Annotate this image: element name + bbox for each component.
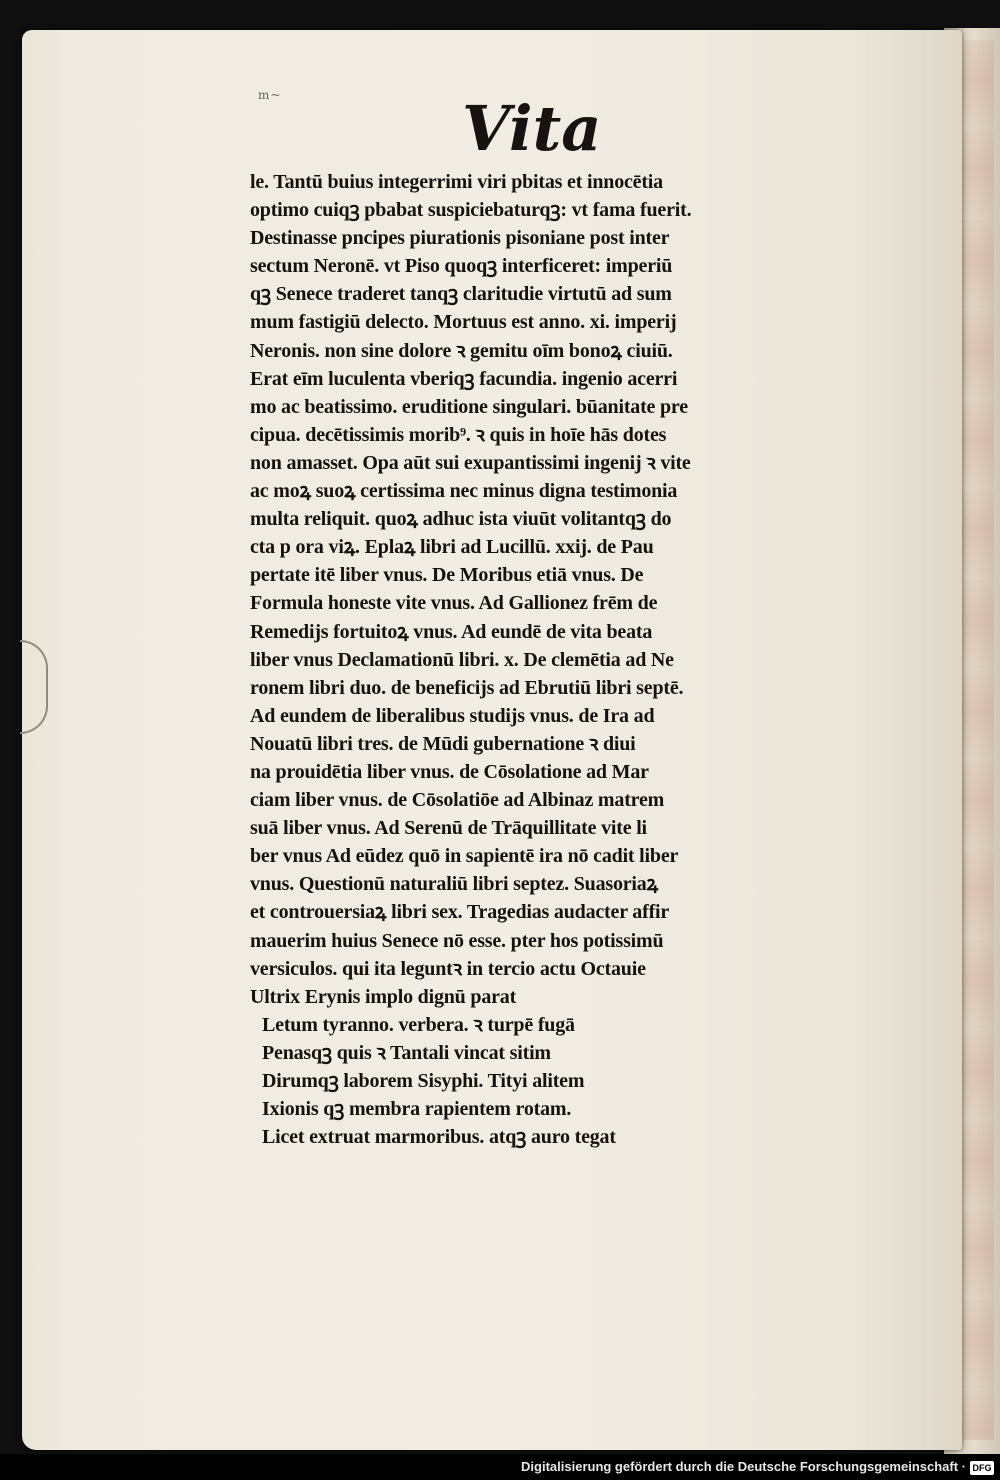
text-line: Destinasse pncipes piurationis pisoniane post inter [250,227,670,250]
text-line: versiculos. qui ita leguntꝛ in tercio actu Octauie [250,957,646,980]
verse-line: Ixionis qꝫ membra rapientem rotam. [262,1098,572,1121]
text-line: cta p ora viꝝ. Eplaꝝ libri ad Lucillū. xxij. de Pau [250,536,654,559]
verse-line: Letum tyranno. verbera. ꝛ turpē fugā [262,1013,575,1036]
text-line: na prouidētia liber vnus. de Cōsolatione ad Mar [250,760,649,783]
verse-line: Licet extruat marmoribus. atqꝫ auro tegat [262,1126,616,1149]
text-line: vnus. Questionū naturaliū libri septez. Suasoriaꝝ [250,873,658,896]
text-line: Formula honeste vite vnus. Ad Gallionez frēm de [250,592,658,615]
text-line: et controuersiaꝝ libri sex. Tragedias audacter affir [250,901,670,924]
text-line: le. Tantū buius integerrimi viri pbitas et innocētia [250,171,663,193]
verse-line: Dirumqꝫ laborem Sisyphi. Tityi alitem [262,1070,585,1092]
text-line: liber vnus Declamationū libri. x. De clemētia ad Ne [250,648,674,671]
text-line: ber vnus Ad eūdez quō in sapientē ira nō cadit liber [250,845,679,868]
verse-line: Penasqꝫ quis ꝛ Tantali vincat sitim [262,1041,551,1064]
text-line: non amasset. Opa aūt sui exupantissimi ingenij ꝛ vite [250,451,691,474]
text-line: Nouatū libri tres. de Mūdi gubernatione ꝛ diui [250,732,636,755]
verse-line: Ultrix Erynis implo dignū parat [250,985,517,1008]
text-line: Erat eīm luculenta vberiqꝫ facundia. ingenio acerri [250,367,678,390]
text-line: suā liber vnus. Ad Serenū de Trāquillitate vite li [250,817,647,840]
running-head: Vita [462,92,602,165]
text-line: mum fastigiū delecto. Mortuus est anno. xi. imperij [250,311,677,334]
dfg-logo: DFG [970,1461,994,1475]
text-line: Ad eundem de liberalibus studijs vnus. de Ira ad [250,704,655,727]
text-line: sectum Neronē. vt Piso quoqꝫ interficeret: imperiū [250,255,673,278]
text-line: ciam liber vnus. de Cōsolatiōe ad Albinaz matrem [250,789,665,812]
text-block [250,168,795,1151]
text-line: multa reliquit. quoꝝ adhuc ista viuūt volitantqꝫ do [250,508,672,531]
text-line: optimo cuiqꝫ pbabat suspiciebaturqꝫ: vt fama fuerit. [250,199,692,222]
text-line: qꝫ Senece traderet tanqꝫ claritudie virtutū ad sum [250,283,672,306]
text-line: mauerim huius Senece nō esse. pter hos potissimū [250,929,664,952]
text-line: mo ac beatissimo. eruditione singulari. būanitate pre [250,395,688,418]
text-line: Neronis. non sine dolore ꝛ gemitu oīm bonoꝝ ciuiū. [250,339,673,362]
footer-credit: Digitalisierung gefördert durch die Deutsche Forschungsgemeinschaft · [521,1459,966,1474]
text-line: cipua. decētissimis morib⁹. ꝛ quis in hoīe hās dotes [250,423,667,446]
text-line: pertate itē liber vnus. De Moribus etiā vnus. De [250,564,644,587]
text-line: Remedijs fortuitoꝝ vnus. Ad eundē de vita beata [250,620,653,643]
text-line: ronem libri duo. de beneficijs ad Ebrutiū libri septē. [250,676,684,699]
page-edge-tab [20,640,48,734]
digitization-footer [0,1454,1000,1480]
marginal-mark: m~ [258,88,282,102]
text-line: ac moꝝ suoꝝ certissima nec minus digna testimonia [250,480,678,503]
